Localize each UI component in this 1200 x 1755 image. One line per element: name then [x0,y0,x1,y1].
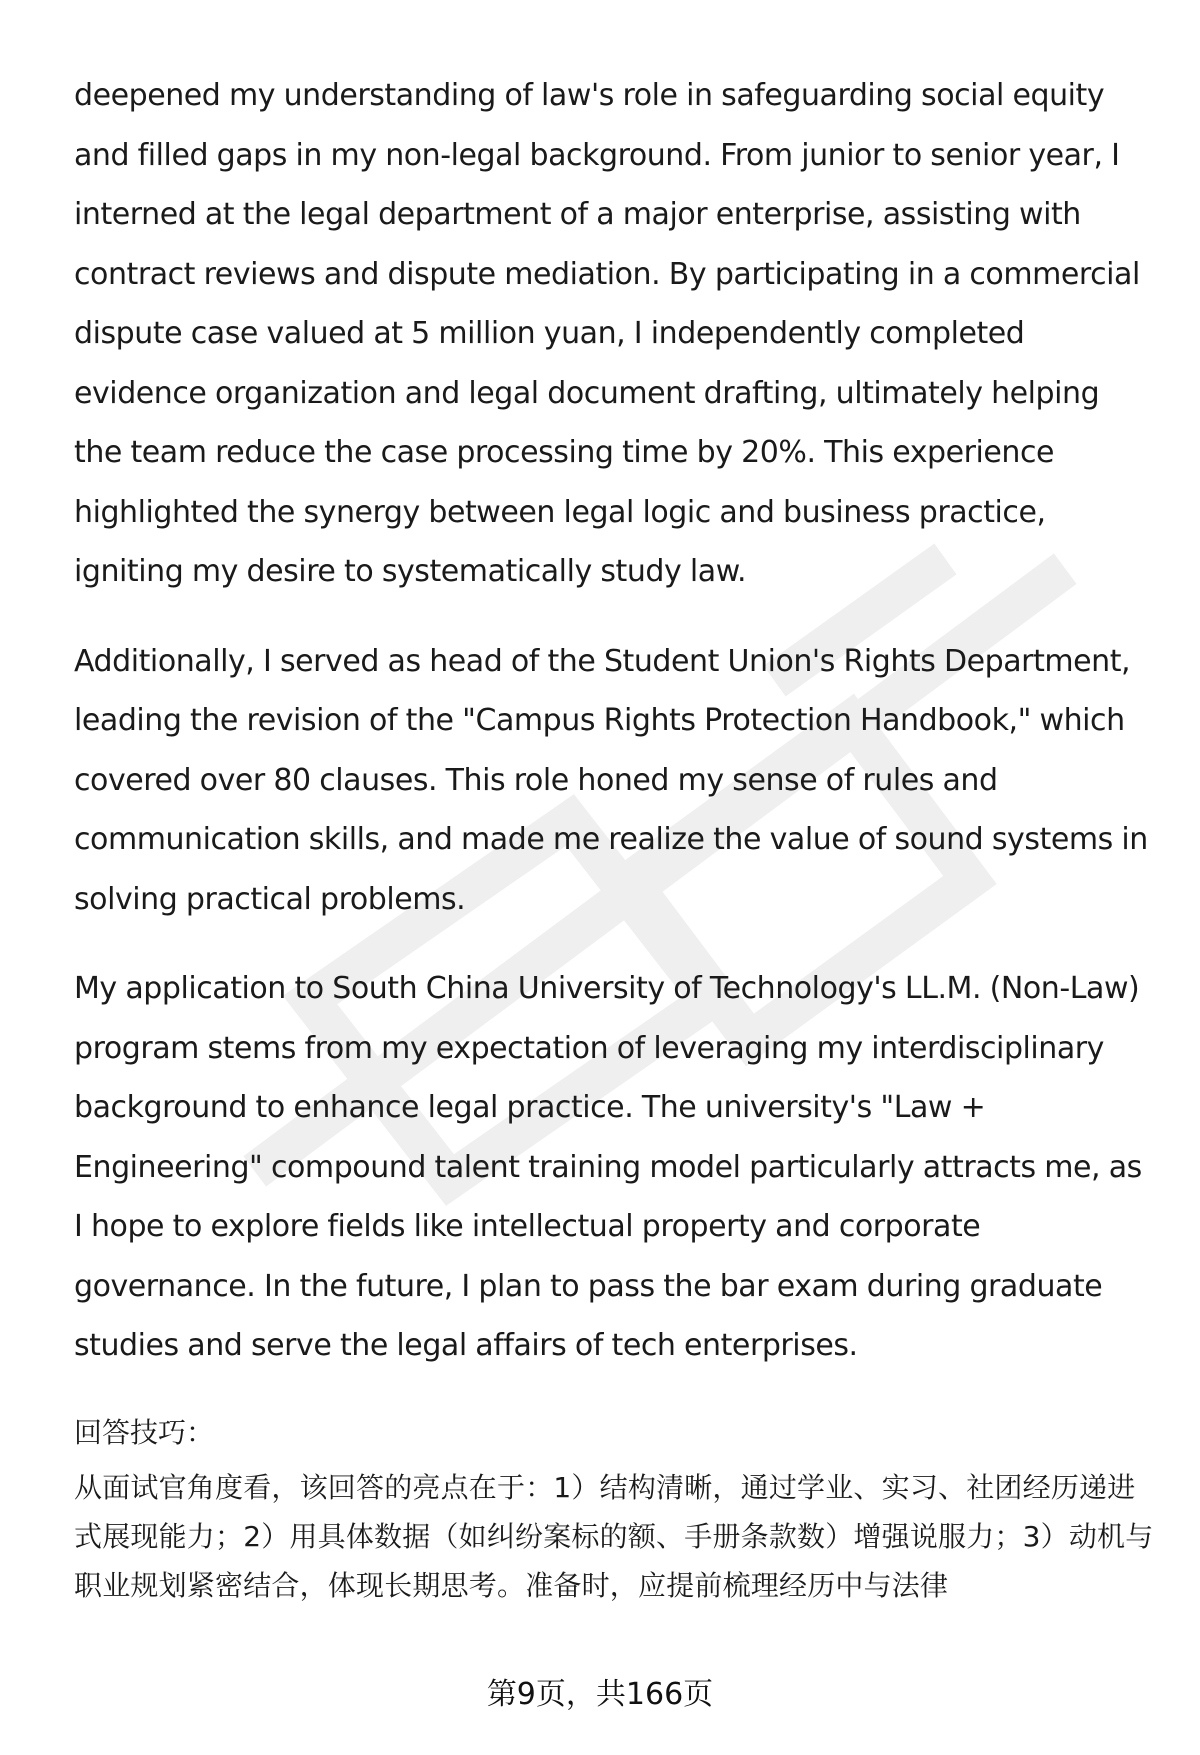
essay-body [74,66,1154,1406]
page-number-footer: 第9页，共166页 [486,1677,714,1712]
paragraph-internship: deepened my understanding of law's role in safeguarding social equity and filled gaps in my non-legal background. From junior to senior year, I interned at the legal department of a major enterprise, assisting with contract reviews and dispute mediation. By participating in a commercial dispute case valued at 5 million yuan, I independently completed evidence organization and legal document drafting, ultimately helping the team reduce the case processing time by 20%. This experience highlighted the synergy between legal logic and business practice, igniting my desire to systematically study law. [74,78,1140,589]
tips-body-text: 从面试官角度看，该回答的亮点在于：1）结构清晰，通过学业、实习、社团经历递进式展现能力；2）用具体数据（如纠纷案标的额、手册条款数）增强说服力；3）动机与职业规划紧密结合，体现长期思考。准备时，应提前梳理经历中与法律 [74,1471,1154,1602]
paragraph-student-union: Additionally, I served as head of the Student Union's Rights Department, leading the revision of the "Campus Rights Protection Handbook," which covered over 80 clauses. This role honed my sense of rules and communication skills, and made me realize the value of sound systems in solving practical problems. [74,643,1148,917]
tips-heading: 回答技巧： [74,1416,215,1449]
answer-tips-section [74,1409,1154,1610]
paragraph-application-motivation: My application to South China University of Technology's LL.M. (Non-Law) program stems from my expectation of leveraging my interdisciplinary background to enhance legal practice. The university's "Law + Engineering" compound talent training model particularly attracts me, as I hope to explore fields like intellectual property and corporate governance. In the future, I plan to pass the bar exam during graduate studies and serve the legal affairs of tech enterprises. [74,971,1142,1363]
